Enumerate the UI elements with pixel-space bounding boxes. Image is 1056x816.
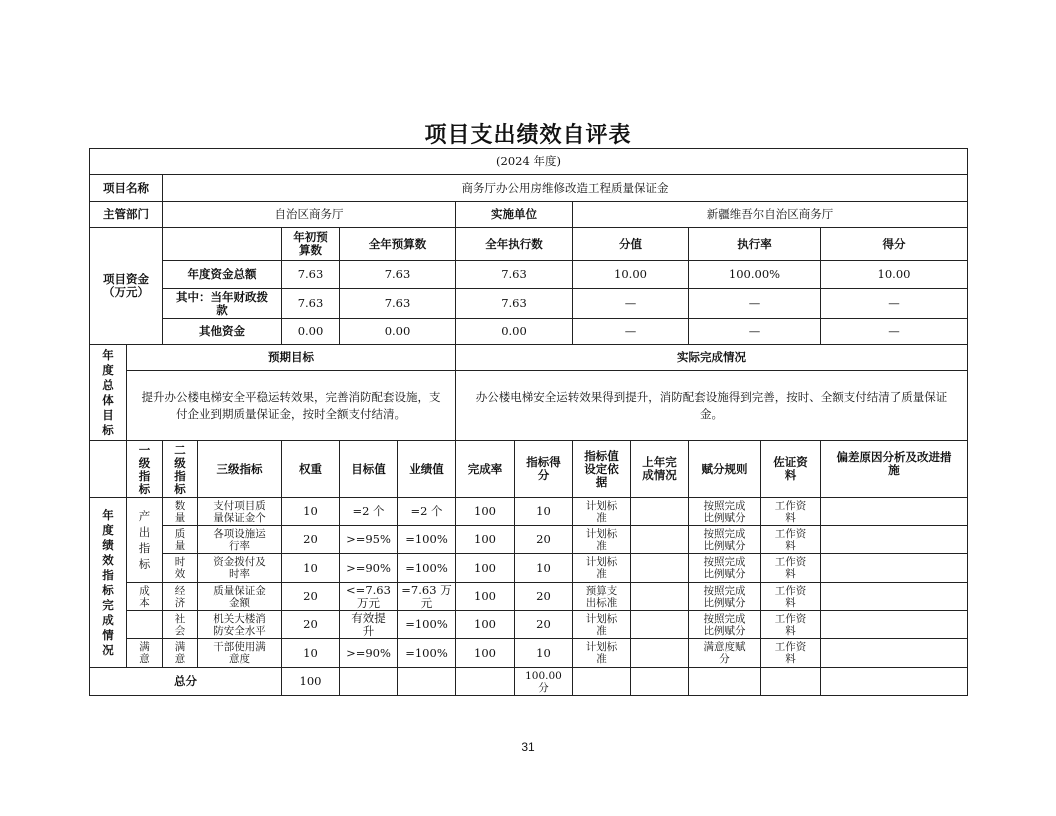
project-name-value: 商务厅办公用房维修改造工程质量保证金: [461, 180, 669, 195]
indicator-cell: 满意度赋 分: [703, 641, 746, 665]
indicator-cell: 按照完成 比例赋分: [703, 528, 746, 552]
indicator-cell: 按照完成 比例赋分: [703, 500, 746, 524]
indicator-header: 权重: [299, 461, 322, 476]
indicator-cell: >=90%: [346, 560, 391, 575]
indicator-cell: >=95%: [346, 532, 391, 546]
funds-cell: 100.00%: [728, 267, 781, 281]
indicator-header: 完成率: [467, 461, 503, 476]
indicator-cell: [821, 639, 967, 667]
indicator-cell: [631, 554, 688, 582]
funds-header: 分值: [619, 236, 642, 251]
indicator-cell: [821, 554, 967, 582]
indicator-cell: 计划标 准: [585, 528, 618, 552]
indicators-side-label: 年 度 绩 效 指 标 完 成 情 况: [102, 507, 114, 657]
indicator-header: 二 级 指 标: [174, 443, 186, 496]
indicator-cell: =2 个: [352, 504, 385, 518]
indicator-cell: 10: [536, 645, 551, 660]
funds-cell: 0.00: [297, 324, 324, 338]
funds-cell: 0.00: [501, 324, 527, 338]
funds-cell: 7.63: [384, 296, 411, 310]
indicator-cell: 预算支 出标准: [585, 585, 618, 609]
indicator-cell: 100: [474, 617, 496, 631]
total-label: 总分: [174, 674, 197, 688]
actual-result-text: 办公楼电梯安全运转效果得到提升，消防配套设施得到完善，按时、全额支付结清了质量保证金。: [475, 389, 948, 421]
indicator-cell: 按照完成 比例赋分: [703, 613, 746, 637]
indicator-cell: 100: [474, 504, 496, 518]
indicator-cell: 工作资 料: [774, 641, 807, 665]
funds-cell: 10.00: [614, 267, 647, 281]
page-title: 项目支出绩效自评表: [424, 123, 632, 148]
indicator-cell: =2 个: [410, 504, 443, 518]
indicator-cell: [631, 526, 688, 553]
indicator-cell: 有效提 升: [351, 611, 386, 638]
indicator-cell: 20: [303, 532, 318, 546]
indicator-cell: 计划标 准: [585, 500, 618, 524]
indicator-cell: [821, 583, 967, 610]
indicator-cell: 质 量: [174, 528, 186, 552]
indicator-header: 一 级 指 标: [138, 443, 151, 496]
indicator-cell: =7.63 万 元: [401, 583, 452, 610]
indicator-cell: 机关大楼消 防安全水平: [213, 613, 266, 637]
indicator-header: 目标值: [351, 461, 386, 476]
indicator-cell: 20: [303, 617, 318, 631]
indicator-cell: 工作资 料: [774, 556, 807, 580]
total-score: 100.00 分: [525, 670, 562, 694]
indicator-header: 佐证资 料: [773, 455, 808, 482]
indicator-cell: [631, 583, 688, 610]
funds-cell: —: [748, 296, 761, 310]
indicator-cell: 资金拨付及 时率: [213, 556, 266, 580]
funds-cell: —: [624, 296, 637, 310]
indicator-cell: [631, 639, 688, 667]
indicator-cell: =100%: [405, 617, 448, 631]
indicator-cell: 10: [536, 560, 551, 575]
dept-value: 自治区商务厅: [274, 207, 344, 221]
indicator-cell: 按照完成 比例赋分: [703, 556, 746, 580]
indicator-cell: 干部使用满 意度: [213, 641, 266, 665]
level1-label: [127, 611, 162, 638]
funds-cell: —: [888, 324, 900, 338]
indicator-cell: 计划标 准: [585, 641, 618, 665]
funds-cell: —: [624, 324, 637, 338]
indicator-cell: <=7.63 万元: [346, 583, 391, 610]
impl-label: 实施单位: [491, 207, 537, 221]
indicator-cell: 20: [536, 532, 551, 546]
indicator-cell: 经 济: [174, 585, 186, 609]
indicator-cell: [631, 498, 688, 525]
indicator-cell: 数 量: [174, 500, 186, 524]
indicator-cell: 20: [536, 589, 551, 603]
indicator-cell: =100%: [405, 560, 448, 575]
indicator-cell: [821, 526, 967, 553]
indicator-cell: 计划标 准: [585, 613, 618, 637]
indicator-cell: 工作资 料: [774, 613, 807, 637]
indicator-header: 指标得 分: [526, 455, 561, 482]
indicator-cell: =100%: [405, 645, 448, 660]
indicator-cell: 10: [303, 560, 318, 575]
level1-label: 产 出 指 标: [138, 509, 151, 571]
indicator-cell: 满 意: [174, 641, 186, 665]
funds-row-label: 年度资金总额: [187, 267, 257, 281]
indicator-cell: 时 效: [174, 556, 186, 580]
indicator-cell: >=90%: [346, 645, 391, 660]
goals-side-label: 年 度 总 体 目 标: [102, 347, 114, 437]
indicator-cell: 10: [536, 504, 551, 518]
indicator-cell: 10: [303, 504, 318, 518]
indicator-header: 指标值 设定依 据: [584, 448, 619, 489]
indicator-cell: 100: [474, 532, 496, 546]
year-label: (2024 年度): [496, 154, 561, 168]
indicator-cell: 支付项目质 量保证金个: [213, 500, 266, 524]
funds-cell: 7.63: [297, 267, 324, 281]
funds-header: 年初预 算数: [293, 230, 328, 257]
indicator-header: 赋分规则: [701, 461, 748, 476]
indicator-cell: [631, 611, 688, 638]
indicator-cell: 100: [474, 645, 496, 660]
indicator-cell: 工作资 料: [774, 585, 807, 609]
indicator-cell: =100%: [405, 532, 448, 546]
indicator-header: 三级指标: [216, 461, 263, 476]
indicator-header: 上年完 成情况: [642, 455, 677, 482]
funds-cell: 7.63: [297, 296, 324, 310]
indicator-cell: 按照完成 比例赋分: [703, 585, 746, 609]
level1-label: 成 本: [139, 585, 150, 609]
funds-cell: 10.00: [877, 267, 911, 281]
funds-header: 执行率: [737, 236, 772, 251]
total-weight: 100: [299, 674, 322, 688]
indicator-cell: 20: [303, 589, 318, 603]
indicator-cell: 10: [303, 645, 318, 660]
indicator-cell: [821, 498, 967, 525]
dept-label: 主管部门: [103, 207, 149, 221]
funds-label: 项目资金 （万元）: [103, 272, 149, 299]
indicator-cell: 质量保证金 金额: [213, 585, 266, 609]
funds-header: 全年预算数: [368, 236, 427, 251]
funds-header: 全年执行数: [485, 236, 543, 251]
indicator-cell: 100: [474, 560, 496, 575]
actual-result-label: 实际完成情况: [677, 350, 746, 364]
indicator-header: 偏差原因分析及改进措 施: [836, 450, 952, 477]
funds-cell: 7.63: [501, 296, 527, 310]
indicator-cell: 各项设施运 行率: [213, 528, 266, 552]
funds-cell: —: [888, 296, 900, 310]
funds-row-label: 其他资金: [199, 324, 245, 338]
indicator-cell: 工作资 料: [774, 528, 807, 552]
indicator-cell: 工作资 料: [774, 500, 807, 524]
expected-goal-text: 提升办公楼电梯安全平稳运转效果，完善消防配套设施，支付企业到期质量保证金，按时全额支付结清。: [141, 389, 441, 421]
funds-cell: 7.63: [384, 267, 411, 281]
indicator-header: 业绩值: [409, 461, 444, 476]
impl-value: 新疆维吾尔自治区商务厅: [706, 207, 834, 221]
indicator-cell: 100: [474, 589, 496, 603]
indicator-cell: 计划标 准: [585, 556, 618, 580]
funds-cell: 0.00: [384, 324, 411, 338]
indicator-cell: 20: [536, 617, 551, 631]
funds-row-label: 其中：当年财政拨 款: [176, 289, 268, 317]
funds-cell: 7.63: [501, 267, 527, 281]
project-name-label: 项目名称: [103, 180, 149, 195]
level1-label: 满 意: [139, 641, 150, 665]
indicator-cell: [821, 611, 967, 638]
funds-cell: —: [748, 324, 761, 338]
indicator-cell: 社 会: [174, 613, 186, 637]
page-number: 31: [521, 740, 535, 754]
expected-goal-label: 预期目标: [268, 350, 314, 364]
funds-header: 得分: [882, 236, 906, 251]
